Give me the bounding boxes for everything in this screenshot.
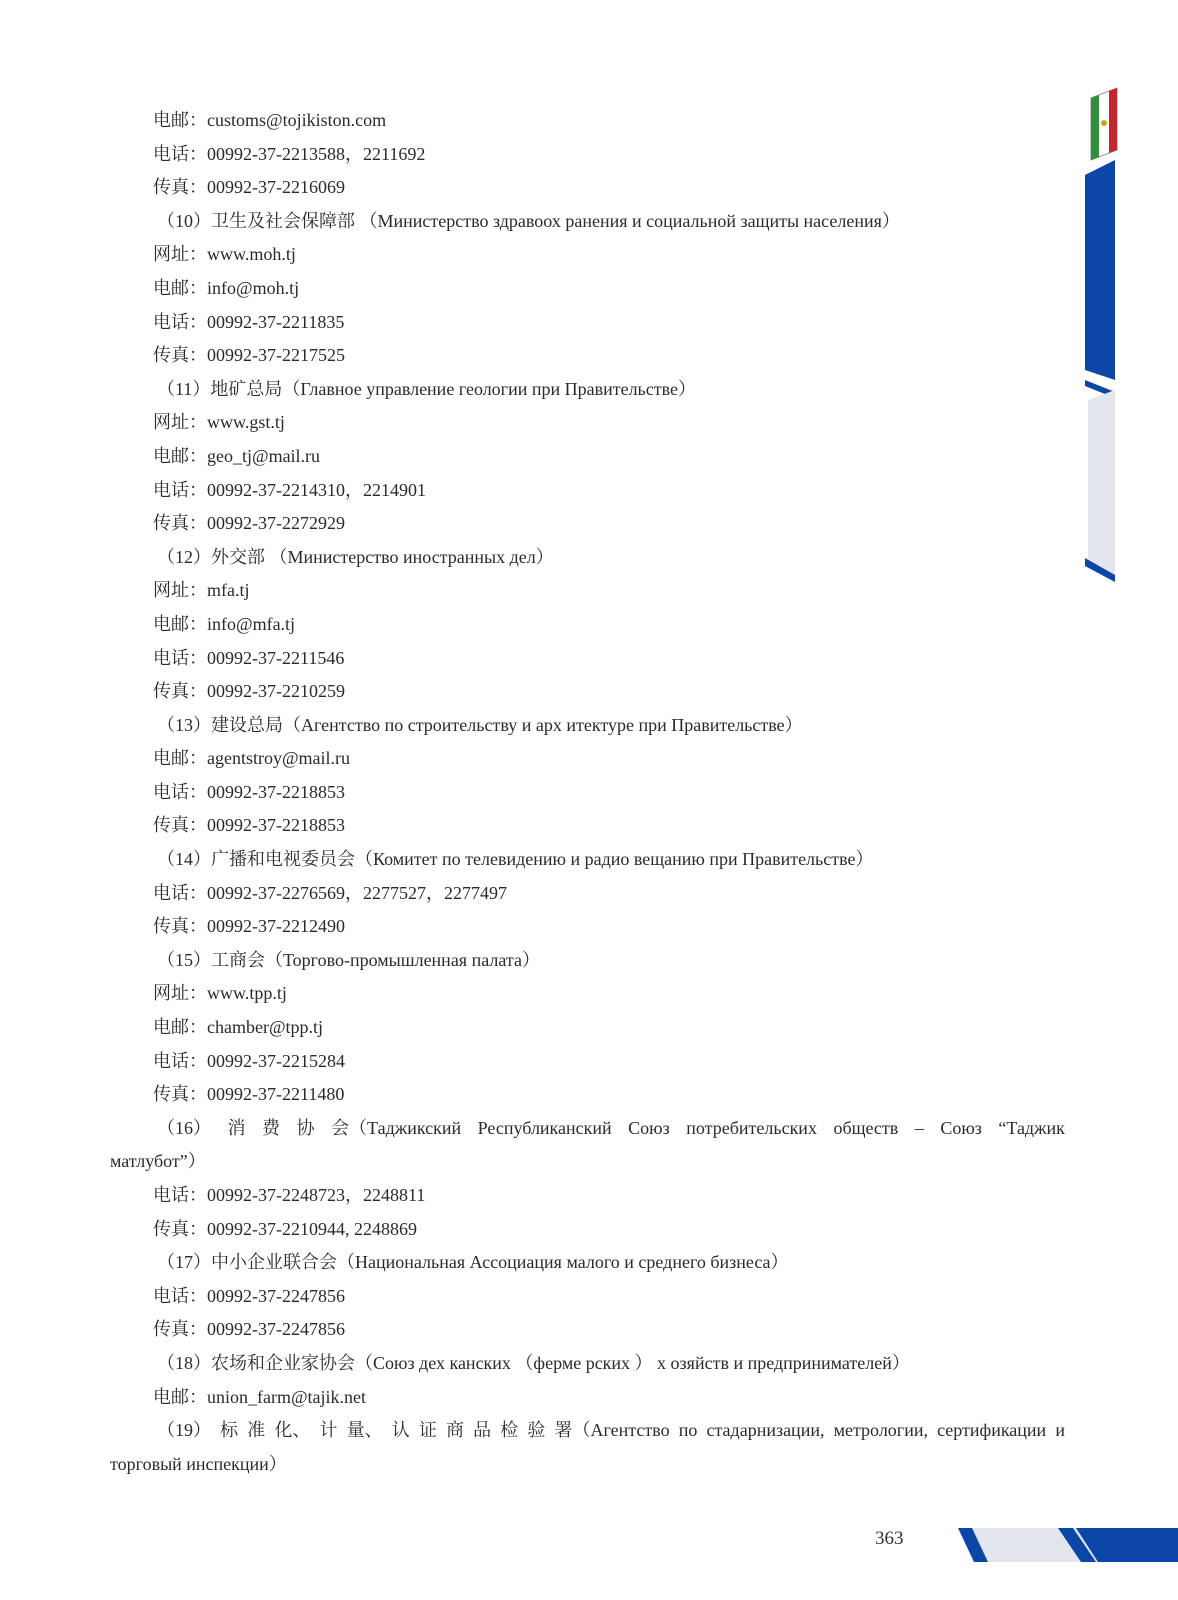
contact-separator: ：: [189, 748, 207, 769]
contact-separator: ：: [189, 244, 207, 265]
contact-label: 网址: [153, 580, 189, 601]
heading-word: 品: [473, 1420, 492, 1441]
contact-value: 00992-37-2214310，2214901: [207, 479, 426, 500]
contact-line: [110, 440, 1065, 474]
contact-line: [110, 1213, 1065, 1247]
contact-line: [110, 1078, 1065, 1112]
contact-value: info@mfa.tj: [207, 613, 296, 634]
contact-line: [110, 776, 1065, 810]
contact-line: [110, 608, 1065, 642]
heading-word: 计: [319, 1420, 338, 1441]
contact-separator: ：: [189, 647, 207, 668]
contact-line: [110, 238, 1065, 272]
contact-line: [110, 877, 1065, 911]
heading-word: 准: [247, 1420, 266, 1441]
contact-line: [110, 406, 1065, 440]
heading-word: по: [678, 1420, 698, 1441]
contact-label: 电话: [153, 1185, 189, 1205]
heading-word: 化、: [274, 1420, 311, 1441]
contact-separator: ：: [189, 177, 207, 198]
contact-label: 传真: [153, 513, 189, 534]
contact-separator: ：: [189, 882, 207, 903]
heading-word: 协: [296, 1117, 315, 1138]
contact-separator: ：: [189, 1285, 207, 1306]
contact-label: 电邮: [153, 110, 189, 130]
section-heading-continuation: матлубот”）: [110, 1151, 206, 1172]
section-heading-justified: [110, 1112, 1065, 1146]
contact-separator: ：: [189, 1050, 207, 1071]
contact-line: [110, 574, 1065, 608]
blue-stripe: [1085, 160, 1115, 380]
contact-separator: ：: [189, 916, 207, 937]
contact-separator: ：: [189, 781, 207, 802]
contact-label: 电邮: [153, 445, 189, 466]
heading-word: 商: [446, 1420, 464, 1441]
contact-label: 传真: [153, 1084, 189, 1105]
contact-label: 传真: [153, 681, 189, 702]
contact-value: agentstroy@mail.ru: [207, 748, 351, 769]
contact-value: 00992-37-2213588，2211692: [207, 143, 426, 164]
heading-word: 检: [500, 1420, 519, 1441]
contact-line: [110, 507, 1065, 541]
right-edge-decoration: [1085, 80, 1155, 600]
contact-value: 00992-37-2211835: [207, 311, 345, 332]
heading-word: Союз: [940, 1117, 982, 1138]
contact-separator: ：: [189, 815, 207, 836]
contact-label: 电话: [153, 882, 189, 903]
contact-value: info@moh.tj: [207, 277, 300, 298]
heading-word: 会（Таджикский: [331, 1117, 462, 1138]
contact-value: 00992-37-2215284: [207, 1050, 345, 1071]
contact-value: 00992-37-2218853: [207, 781, 345, 802]
contact-label: 网址: [153, 244, 189, 265]
contact-value: 00992-37-2211546: [207, 647, 345, 668]
contact-label: 传真: [153, 345, 189, 366]
heading-word: 证: [418, 1420, 437, 1441]
contact-separator: ：: [189, 1319, 207, 1340]
contact-separator: ：: [189, 345, 207, 366]
contact-value: www.moh.tj: [207, 244, 296, 265]
contact-line: [110, 1011, 1065, 1045]
contact-line: [110, 809, 1065, 843]
contact-label: 电话: [153, 143, 189, 164]
contact-separator: ：: [189, 143, 207, 164]
contact-label: 网址: [153, 983, 189, 1004]
section-heading: （15）工商会（Торгово-промышленная палата）: [157, 949, 540, 970]
heading-word: Союз: [628, 1117, 670, 1138]
contact-line: [110, 104, 1065, 138]
section-heading: （17）中小企业联合会（Национальная Ассоциация малого и среднего бизнеса）: [157, 1252, 789, 1273]
heading-word: и: [1055, 1420, 1065, 1441]
contact-label: 电话: [153, 479, 189, 500]
contact-line: [110, 910, 1065, 944]
contact-line: [110, 138, 1065, 172]
contact-value: union_farm@tajik.net: [207, 1386, 367, 1407]
contact-separator: ：: [189, 1185, 207, 1205]
contact-label: 电邮: [153, 277, 189, 298]
contact-line: [110, 272, 1065, 306]
contact-label: 电话: [153, 1050, 189, 1071]
section-heading: （14）广播和电视委员会（Комитет по телевидению и радио вещанию при Правительстве）: [157, 849, 874, 870]
contact-value: www.tpp.tj: [207, 983, 287, 1004]
contact-label: 电邮: [153, 1386, 189, 1407]
contact-label: 传真: [153, 177, 189, 198]
contact-label: 传真: [153, 1319, 189, 1340]
contact-label: 电话: [153, 311, 189, 332]
contact-separator: ：: [189, 1386, 207, 1407]
grey-stripe: [1088, 390, 1115, 575]
heading-word: метрологии,: [833, 1420, 928, 1441]
heading-word: сертификации: [937, 1420, 1047, 1441]
contact-separator: ：: [189, 580, 207, 601]
contact-label: 传真: [153, 916, 189, 937]
page-number: 363: [875, 1528, 904, 1549]
contact-value: 00992-37-2248723，2248811: [207, 1185, 426, 1205]
contact-line: [110, 1280, 1065, 1314]
section-heading: （10）卫生及社会保障部 （Министерство здравоох ранения и социальной защиты населения）: [157, 210, 900, 231]
contact-value: mfa.tj: [207, 580, 250, 601]
contact-label: 电话: [153, 1285, 189, 1306]
heading-word: 消: [227, 1117, 246, 1138]
contact-label: 电话: [153, 781, 189, 802]
contact-separator: ：: [189, 110, 207, 130]
section-heading-justified: [110, 1414, 1065, 1448]
contact-value: chamber@tpp.tj: [207, 1017, 324, 1038]
contact-line: [110, 1381, 1065, 1415]
contact-value: customs@tojikiston.com: [207, 110, 387, 130]
contact-separator: ：: [189, 681, 207, 702]
bottom-corner-decoration: [958, 1528, 1178, 1568]
contact-label: 传真: [153, 815, 189, 836]
heading-word: （19）: [157, 1420, 211, 1441]
heading-word: 验: [527, 1420, 546, 1441]
heading-word: 认: [391, 1420, 410, 1441]
contact-label: 网址: [153, 412, 189, 433]
contact-value: 00992-37-2247856: [207, 1319, 345, 1340]
contact-line: [110, 1313, 1065, 1347]
contact-value: 00992-37-2210259: [207, 681, 345, 702]
heading-word: 标: [220, 1420, 239, 1441]
contact-line: [110, 977, 1065, 1011]
heading-word: 量、: [346, 1420, 383, 1441]
contact-line: [110, 1179, 1065, 1213]
contact-label: 传真: [153, 1218, 189, 1239]
contact-value: 00992-37-2216069: [207, 177, 345, 198]
contact-line: [110, 1045, 1065, 1079]
contact-value: 00992-37-2218853: [207, 815, 345, 836]
contact-value: 00992-37-2211480: [207, 1084, 345, 1105]
heading-word: 署（Агентство: [554, 1420, 670, 1441]
contact-value: 00992-37-2272929: [207, 513, 345, 534]
heading-word: –: [914, 1117, 924, 1138]
contact-value: 00992-37-2247856: [207, 1285, 345, 1306]
contact-label: 电邮: [153, 1017, 189, 1038]
contact-line: [110, 171, 1065, 205]
contact-value: geo_tj@mail.ru: [207, 445, 321, 466]
heading-word: “Таджик: [998, 1117, 1065, 1138]
section-heading: （11）地矿总局（Главное управление геологии при Правительстве）: [157, 378, 697, 399]
contact-listing: [110, 104, 1065, 1481]
contact-separator: ：: [189, 513, 207, 534]
contact-separator: ：: [189, 445, 207, 466]
heading-word: （16）: [157, 1117, 211, 1138]
contact-label: 电话: [153, 647, 189, 668]
section-heading: （13）建设总局（Агентство по строительству и арх итектуре при Правительстве）: [157, 714, 803, 735]
contact-line: [110, 474, 1065, 508]
contact-line: [110, 306, 1065, 340]
contact-line: [110, 742, 1065, 776]
contact-separator: ：: [189, 1084, 207, 1105]
section-heading: （18）农场和企业家协会（Союз дех канских （ферме рских ） х озяйств и предпринимателей）: [157, 1352, 910, 1373]
contact-label: 电邮: [153, 613, 189, 634]
contact-label: 电邮: [153, 748, 189, 769]
contact-separator: ：: [189, 479, 207, 500]
heading-word: обществ: [833, 1117, 899, 1138]
heading-word: 费: [262, 1117, 281, 1138]
contact-separator: ：: [189, 983, 207, 1004]
contact-separator: ：: [189, 1017, 207, 1038]
section-heading: （12）外交部 （Министерство иностранных дел）: [157, 546, 554, 567]
contact-line: [110, 675, 1065, 709]
contact-value: 00992-37-2217525: [207, 345, 345, 366]
contact-line: [110, 339, 1065, 373]
contact-separator: ：: [189, 1218, 207, 1239]
section-heading-continuation: торговый инспекции）: [110, 1453, 287, 1474]
heading-word: Республиканский: [477, 1117, 612, 1138]
contact-separator: ：: [189, 412, 207, 433]
contact-value: 00992-37-2212490: [207, 916, 345, 937]
contact-separator: ：: [189, 311, 207, 332]
tajik-flag-icon: [1091, 88, 1117, 160]
contact-value: 00992-37-2276569，2277527，2277497: [207, 882, 507, 903]
heading-word: стадарнизации,: [706, 1420, 825, 1441]
contact-value: 00992-37-2210944, 2248869: [207, 1218, 417, 1239]
contact-line: [110, 642, 1065, 676]
contact-separator: ：: [189, 277, 207, 298]
heading-word: потребительских: [686, 1117, 817, 1138]
contact-separator: ：: [189, 613, 207, 634]
contact-value: www.gst.tj: [207, 412, 285, 433]
